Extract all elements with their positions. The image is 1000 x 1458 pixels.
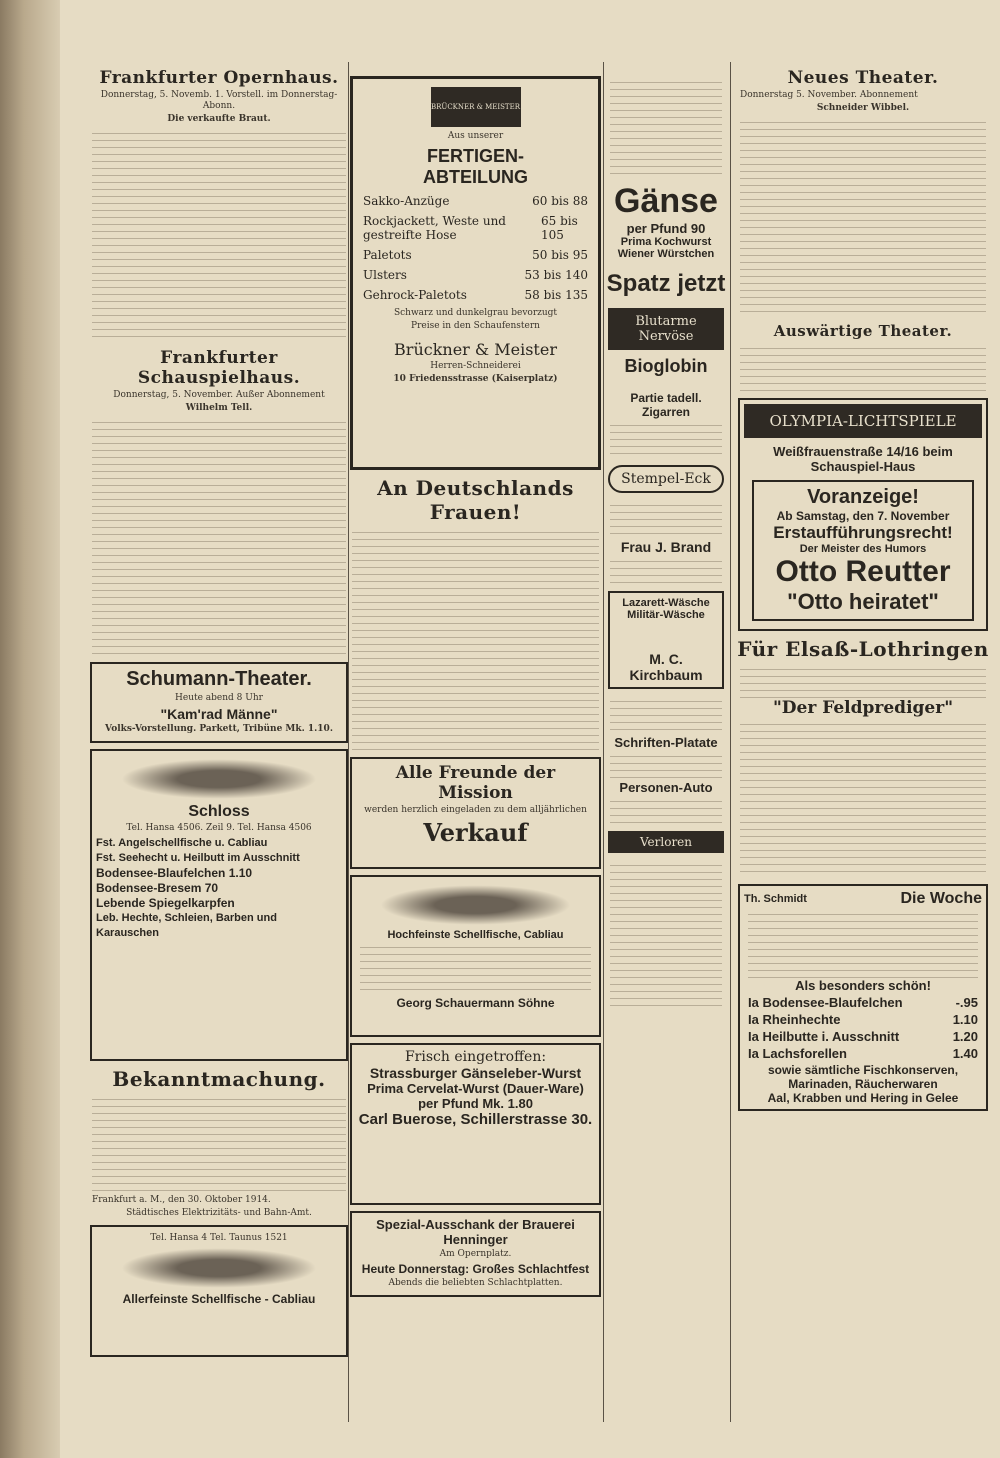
strassburger-wurst: Strassburger Gänseleber-Wurst: [369, 1065, 582, 1081]
fish-offer: Ia Rheinhechte 1.10: [748, 1012, 978, 1027]
brueckner-item: Paletots 50 bis 95: [363, 248, 588, 262]
neues-theater-play: Schneider Wibbel.: [816, 103, 910, 113]
fish-shop-tel: Tel. Hansa 4 Tel. Taunus 1521: [150, 1233, 288, 1243]
cervelat-wurst: Prima Cervelat-Wurst (Dauer-Ware): [367, 1081, 584, 1096]
personen-auto: Personen-Auto: [619, 780, 713, 795]
otto-heiratet: "Otto heiratet": [787, 589, 939, 614]
mission-ad: [350, 757, 601, 869]
opernhaus-subtitle: Donnerstag, 5. Novemb. 1. Vorstell. im Donnerstag-Abonn.: [100, 90, 338, 111]
schloss-tel: Tel. Hansa 4506. Zeil 9. Tel. Hansa 4506: [126, 823, 312, 833]
pike-illustration: [380, 885, 571, 925]
opernhaus-play: Die verkaufte Braut.: [167, 114, 271, 124]
auswaertige-title: Auswärtige Theater.: [773, 322, 953, 340]
kochwurst: Prima Kochwurst: [620, 236, 712, 248]
brueckner-name: Brückner & Meister: [394, 340, 557, 359]
schmidt-fish-ad: [738, 884, 988, 1111]
schloss-name: Schloss: [188, 803, 250, 820]
schloss-item: Bodensee-Blaufelchen 1.10: [96, 866, 253, 880]
frisch-heading: Frisch eingetroffen:: [404, 1049, 547, 1065]
spatz: Spatz jetzt: [606, 270, 726, 297]
bekanntmachung-sign: Städtisches Elektrizitäts- und Bahn-Amt.: [126, 1208, 312, 1218]
classified-text: [610, 795, 722, 825]
die-woche: Die Woche: [900, 890, 982, 907]
meister-humors: Der Meister des Humors: [799, 543, 927, 555]
schlachtfest: Heute Donnerstag: Großes Schlachtfest: [361, 1262, 590, 1276]
mission-verkauf: Verkauf: [423, 818, 528, 847]
hochfeinste-list: [360, 941, 591, 996]
bekanntmachung-text: [92, 1093, 346, 1193]
brueckner-item: Rockjackett, Weste und gestreifte Hose 65 bis 105: [363, 214, 578, 242]
olympia-title: OLYMPIA-LICHTSPIELE: [744, 404, 982, 438]
classified-text: [610, 419, 722, 459]
neues-theater-program: [740, 116, 986, 316]
schriften: Schriften-Platate: [614, 735, 718, 750]
classified-text: [610, 499, 722, 539]
schumann-theater-ad: [90, 662, 348, 743]
schauspielhaus-subtitle: Donnerstag, 5. November. Außer Abonnement: [113, 390, 325, 400]
bekanntmachung-title: Bekanntmachung.: [112, 1067, 326, 1091]
neues-theater-title: Neues Theater.: [787, 68, 939, 88]
voranzeige-box: [752, 480, 974, 621]
page-binding: [0, 0, 60, 1458]
besonders: Als besonders schön!: [795, 978, 931, 993]
frau-brand: Frau J. Brand: [620, 539, 712, 555]
buerose-ad: [350, 1043, 601, 1205]
classified-text: [610, 695, 722, 735]
henninger-ad: [350, 1211, 601, 1297]
schumann-play: "Kam'rad Männe": [160, 706, 278, 722]
zigarren: Partie tadell. Zigarren: [630, 391, 702, 419]
gaense-price: per Pfund 90: [626, 221, 706, 236]
newspaper-page: [60, 62, 990, 1442]
aal: Aal, Krabben und Hering in Gelee: [767, 1091, 959, 1105]
column-2: [348, 62, 603, 1422]
fish-offer: Ia Bodensee-Blaufelchen -.95: [748, 995, 978, 1010]
erstauffuehrung: Erstaufführungsrecht!: [773, 523, 953, 542]
olympia-address: Weißfrauenstraße 14/16 beim Schauspiel-Haus: [773, 444, 953, 474]
column-3: [606, 62, 726, 1422]
elsass-text: [740, 663, 986, 698]
brueckner-meister-ad: [350, 76, 601, 470]
brueckner-logo: BRÜCKNER & MEISTER: [431, 87, 521, 127]
otto-reutter: Otto Reutter: [775, 555, 951, 588]
schlachtfest-sub: Abends die beliebten Schlachtplatten.: [388, 1278, 563, 1288]
stempel-eck: Stempel-Eck: [608, 465, 724, 493]
frauen-text: [352, 526, 599, 751]
frauen-title: An Deutschlands Frauen!: [377, 476, 574, 524]
olympia-ad: [738, 398, 988, 631]
brueckner-item: Gehrock-Paletots 58 bis 135: [363, 288, 588, 302]
schumann-subtitle: Heute abend 8 Uhr: [175, 693, 263, 703]
mission-title: Alle Freunde der Mission: [395, 763, 556, 803]
fish-illustration: [121, 1248, 318, 1288]
gaense-title: Gänse: [614, 182, 718, 220]
hochfeinste-ad: [350, 875, 601, 1037]
brueckner-heading: FERTIGEN-ABTEILUNG: [423, 146, 528, 187]
brueckner-address: 10 Friedensstrasse (Kaiserplatz): [393, 374, 558, 384]
schloss-item: Lebende Spiegelkarpfen: [96, 896, 235, 910]
schumann-title: Schumann-Theater.: [126, 668, 312, 690]
kirchbaum-ad: [608, 591, 724, 689]
classified-text: [610, 76, 722, 176]
schauermann-name: Georg Schauermann Söhne: [396, 996, 555, 1010]
classified-text: [610, 555, 722, 585]
henninger-sub: Am Opernplatz.: [439, 1249, 512, 1259]
brueckner-item: Ulsters 53 bis 140: [363, 268, 588, 282]
voranzeige: Voranzeige!: [807, 486, 919, 508]
fish-offer: Ia Heilbutte i. Ausschnitt 1.20: [748, 1029, 978, 1044]
opernhaus-program-text: [92, 127, 346, 342]
auswaertige-program: [740, 342, 986, 392]
lazarett: Lazarett-Wäsche Militär-Wäsche: [622, 597, 710, 621]
schauspielhaus-title: Frankfurter Schauspielhaus.: [137, 348, 301, 388]
schmidt-list: [748, 908, 978, 978]
schmidt-name: Th. Schmidt: [744, 893, 807, 905]
brueckner-trade: Herren-Schneiderei: [430, 361, 521, 371]
cervelat-price: per Pfund Mk. 1.80: [418, 1096, 533, 1111]
fish-illustration: [121, 759, 318, 799]
buerose-name: Carl Buerose, Schillerstrasse 30.: [358, 1111, 593, 1128]
konserven: sowie sämtliche Fischkonserven, Marinaden, Räucherwaren: [767, 1063, 959, 1091]
elsass-title: Für Elsaß-Lothringen: [737, 637, 989, 661]
schloss-item: Fst. Angelschellfische u. Cabliau: [96, 837, 268, 849]
column-1: [88, 62, 350, 1422]
blutarme: Blutarme Nervöse: [608, 308, 724, 350]
schloss-item: Leb. Hechte, Schleien, Barben und Karauschen: [96, 912, 277, 939]
fish-offer: Ia Lachsforellen 1.40: [748, 1046, 978, 1061]
kirchbaum: M. C. Kirchbaum: [629, 651, 703, 683]
column-rule: [603, 62, 604, 1422]
opernhaus-title: Frankfurter Opernhaus.: [99, 68, 339, 88]
classified-text: [610, 859, 722, 1009]
column-4: [736, 62, 990, 1422]
schloss-fish-ad: [90, 749, 348, 1061]
schumann-bottom: Volks-Vorstellung. Parkett, Tribüne Mk. 1.10.: [105, 724, 333, 734]
voranzeige-date: Ab Samstag, den 7. November: [776, 509, 950, 523]
henninger-title: Spezial-Ausschank der Brauerei Henninger: [376, 1217, 575, 1247]
verloren: Verloren: [608, 831, 724, 853]
bioglobin: Bioglobin: [624, 356, 708, 376]
schauspielhaus-play: Wilhelm Tell.: [185, 403, 253, 413]
brueckner-note: Schwarz und dunkelgrau bevorzugt: [393, 308, 558, 318]
schauspielhaus-program-text: [92, 416, 346, 656]
column-rule: [730, 62, 731, 1422]
schloss-item: Fst. Seehecht u. Heilbutt im Ausschnitt: [96, 852, 300, 864]
neues-theater-sub: Donnerstag 5. November. Abonnement: [740, 90, 918, 100]
brueckner-pre: Aus unserer: [447, 131, 504, 141]
wiener: Wiener Würstchen: [617, 248, 715, 260]
hochfeinste-title: Hochfeinste Schellfische, Cabliau: [387, 929, 564, 941]
classified-text: [610, 750, 722, 780]
brueckner-item: Sakko-Anzüge 60 bis 88: [363, 194, 588, 208]
elsass-program: [740, 718, 986, 878]
schloss-item: Bodensee-Bresem 70: [96, 881, 219, 895]
fish-shop-title: Allerfeinste Schellfische - Cabliau: [122, 1292, 316, 1306]
feldprediger: "Der Feldprediger": [772, 698, 954, 718]
fish-shop-ad: [90, 1225, 348, 1357]
bekanntmachung-date: Frankfurt a. M., den 30. Oktober 1914.: [92, 1195, 271, 1205]
mission-subtitle: werden herzlich eingeladen zu dem alljährlichen: [364, 805, 587, 815]
brueckner-note2: Preise in den Schaufenstern: [411, 321, 540, 331]
schmidt-header: [744, 890, 982, 908]
